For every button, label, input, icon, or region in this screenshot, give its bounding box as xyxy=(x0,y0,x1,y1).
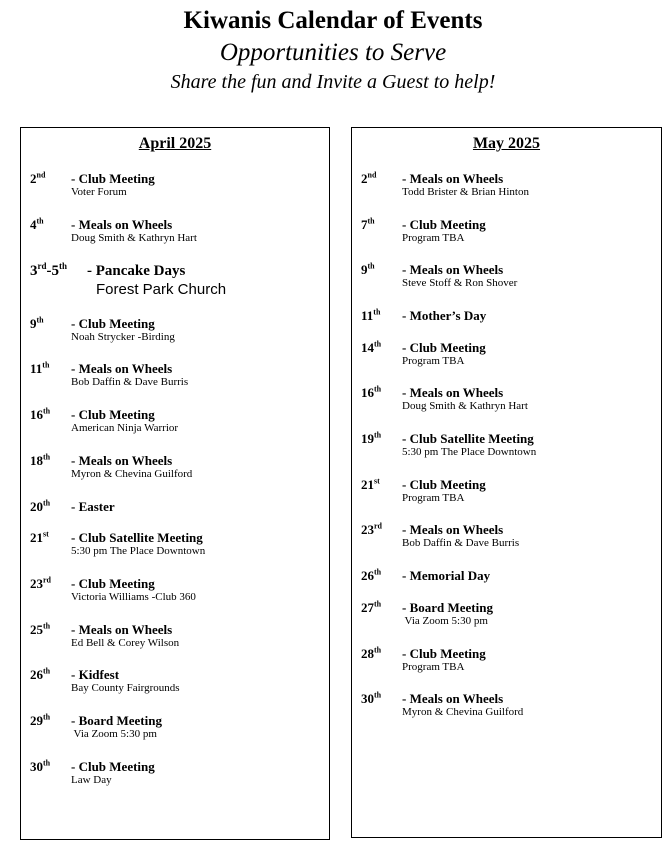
event-detail: Myron & Chevina Guilford xyxy=(71,468,193,480)
event-day: 9th xyxy=(361,261,375,277)
event-title: - Club Meeting xyxy=(71,171,155,186)
event-title: - Meals on Wheels xyxy=(71,622,173,637)
event-day: 26th xyxy=(361,567,382,583)
event-title: - Easter xyxy=(71,499,115,514)
event-detail: American Ninja Warrior xyxy=(71,422,179,434)
event-day: 2nd xyxy=(30,170,46,186)
event-detail: 5:30 pm The Place Downtown xyxy=(402,446,537,458)
event-day: 11th xyxy=(30,360,50,376)
event-day: 20th xyxy=(30,498,51,514)
event-detail: Bay County Fairgrounds xyxy=(71,682,180,694)
event-day: 19th xyxy=(361,430,382,446)
event-detail: Ed Bell & Corey Wilson xyxy=(71,637,180,649)
event-detail: Forest Park Church xyxy=(96,281,227,298)
event-day: 2nd xyxy=(361,170,377,186)
event-title: - Meals on Wheels xyxy=(402,691,504,706)
event-detail: Myron & Chevina Guilford xyxy=(402,706,524,718)
event-day: 9th xyxy=(30,315,44,331)
event-day: 3rd-5th xyxy=(30,261,68,279)
event-detail: Via Zoom 5:30 pm xyxy=(402,615,488,627)
event-day: 23rd xyxy=(361,521,382,537)
event-title: - Club Meeting xyxy=(71,316,155,331)
event-day: 23rd xyxy=(30,575,51,591)
april-calendar-panel xyxy=(20,127,330,840)
event-title: - Board Meeting xyxy=(402,600,493,615)
event-day: 30th xyxy=(361,690,382,706)
month-heading: May 2025 xyxy=(472,135,541,152)
event-detail: 5:30 pm The Place Downtown xyxy=(71,545,206,557)
event-detail: Victoria Williams -Club 360 xyxy=(71,591,196,603)
page-tagline: Share the fun and Invite a Guest to help! xyxy=(170,71,496,93)
event-title: - Memorial Day xyxy=(402,568,491,583)
event-detail: Via Zoom 5:30 pm xyxy=(71,728,157,740)
event-detail: Noah Strycker -Birding xyxy=(71,331,175,343)
page-header xyxy=(0,6,666,94)
month-heading: April 2025 xyxy=(138,135,212,152)
event-title: - Club Meeting xyxy=(402,340,486,355)
event-day: 14th xyxy=(361,339,382,355)
event-detail: Doug Smith & Kathryn Hart xyxy=(402,400,528,412)
event-detail: Bob Daffin & Dave Burris xyxy=(71,376,189,388)
event-day: 27th xyxy=(361,599,382,615)
event-title: - Meals on Wheels xyxy=(71,217,173,232)
event-detail: Bob Daffin & Dave Burris xyxy=(402,537,520,549)
event-day: 28th xyxy=(361,645,382,661)
event-detail: Steve Stoff & Ron Shover xyxy=(402,277,518,289)
event-detail: Program TBA xyxy=(402,492,465,504)
event-title: - Kidfest xyxy=(71,667,120,682)
event-title: - Meals on Wheels xyxy=(402,385,504,400)
event-detail: Program TBA xyxy=(402,661,465,673)
event-day: 30th xyxy=(30,758,51,774)
event-detail: Doug Smith & Kathryn Hart xyxy=(71,232,197,244)
event-day: 4th xyxy=(30,216,44,232)
event-title: - Club Satellite Meeting xyxy=(71,530,203,545)
event-title: - Meals on Wheels xyxy=(71,361,173,376)
event-day: 18th xyxy=(30,452,51,468)
event-title: - Pancake Days xyxy=(87,263,186,279)
event-title: - Club Meeting xyxy=(402,477,486,492)
event-title: - Meals on Wheels xyxy=(71,453,173,468)
event-day: 21st xyxy=(361,476,380,492)
event-day: 7th xyxy=(361,216,375,232)
page-subtitle: Opportunities to Serve xyxy=(219,39,447,66)
event-day: 16th xyxy=(30,406,51,422)
event-day: 29th xyxy=(30,712,51,728)
event-title: - Board Meeting xyxy=(71,713,162,728)
event-day: 21st xyxy=(30,529,49,545)
event-day: 16th xyxy=(361,384,382,400)
event-title: - Club Meeting xyxy=(71,407,155,422)
event-detail: Program TBA xyxy=(402,355,465,367)
event-title: - Club Meeting xyxy=(71,759,155,774)
event-title: - Meals on Wheels xyxy=(402,262,504,277)
event-detail: Todd Brister & Brian Hinton xyxy=(402,186,529,198)
event-title: - Club Meeting xyxy=(71,576,155,591)
event-title: - Meals on Wheels xyxy=(402,171,504,186)
event-title: - Club Meeting xyxy=(402,646,486,661)
event-detail: Voter Forum xyxy=(71,186,127,198)
event-day: 11th xyxy=(361,307,381,323)
event-title: - Club Satellite Meeting xyxy=(402,431,534,446)
may-calendar-panel xyxy=(351,127,662,838)
event-title: - Meals on Wheels xyxy=(402,522,504,537)
event-title: - Mother’s Day xyxy=(402,308,487,323)
event-title: - Club Meeting xyxy=(402,217,486,232)
page-title: Kiwanis Calendar of Events xyxy=(183,7,483,34)
event-day: 25th xyxy=(30,621,51,637)
event-day: 26th xyxy=(30,666,51,682)
event-detail: Law Day xyxy=(71,774,112,786)
event-detail: Program TBA xyxy=(402,232,465,244)
